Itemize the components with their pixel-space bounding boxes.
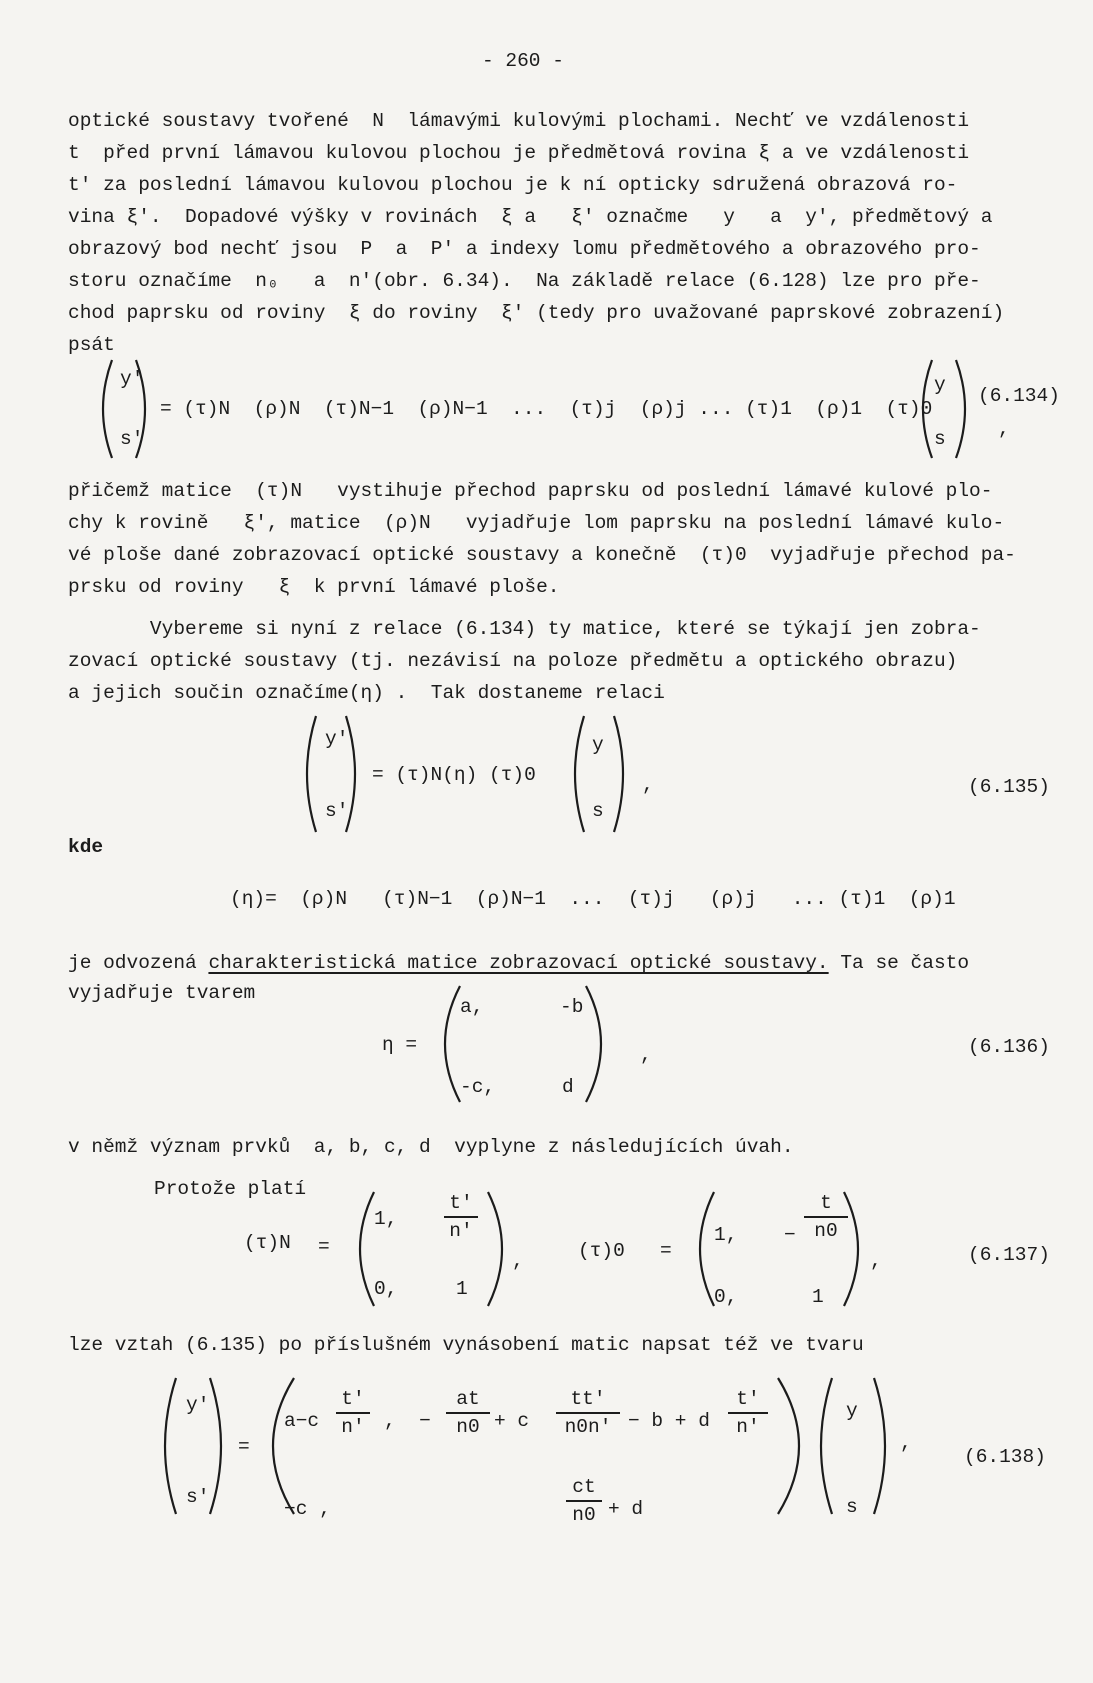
equation-number: (6.137) <box>968 1244 1050 1266</box>
matrix-element: 0, <box>714 1286 738 1308</box>
text-line: psát <box>68 334 115 356</box>
numerator: t′ <box>736 1388 760 1410</box>
denominator: n′ <box>449 1220 473 1242</box>
vector-component: y <box>934 374 946 396</box>
vector-component: s′ <box>186 1486 210 1508</box>
right-paren-icon <box>580 984 610 1104</box>
fraction-bar <box>446 1412 490 1414</box>
equation-number: (6.138) <box>964 1446 1046 1468</box>
equals: = <box>318 1236 330 1258</box>
text-line <box>68 954 969 974</box>
text-line: chod paprsku od roviny ξ do roviny ξ′ (tedy pro uvažované paprskové zobrazení) <box>68 302 1005 324</box>
numerator: t′ <box>341 1388 365 1410</box>
text-line: vina ξ′. Dopadové výšky v rovinách ξ a ξ′ označme y a y′, předmětový a <box>68 206 993 228</box>
minus-sign: − <box>784 1224 796 1246</box>
page-number: - 260 - <box>482 50 564 72</box>
text-line: Vybereme si nyní z relace (6.134) ty matice, které se týkají jen zobra- <box>68 618 981 640</box>
denominator: n0 <box>456 1416 480 1438</box>
numerator: at <box>456 1388 480 1410</box>
text-line: optické soustavy tvořené N lámavými kulovými plochami. Nechť ve vzdálenosti <box>68 110 970 132</box>
matrix-term: , − <box>384 1410 431 1432</box>
fraction <box>444 1192 478 1242</box>
comma: , <box>870 1250 882 1272</box>
matrix-element: 1, <box>374 1208 398 1230</box>
matrix-term: −c , <box>284 1498 331 1520</box>
matrix-element: 1, <box>714 1224 738 1246</box>
numerator: ct <box>572 1476 596 1498</box>
fraction-bar <box>728 1412 768 1414</box>
denominator: n0 <box>814 1220 838 1242</box>
vector-component: s <box>846 1496 858 1518</box>
matrix-element-c: -c, <box>460 1076 496 1098</box>
matrix-term: − b + d <box>628 1410 710 1432</box>
equals: = <box>660 1240 672 1262</box>
comma: , <box>998 418 1010 440</box>
fraction <box>446 1388 490 1438</box>
text-line: t′ za poslední lámavou kulovou plochou je k ní opticky sdružená obrazová ro- <box>68 174 958 196</box>
denominator: n′ <box>341 1416 365 1438</box>
equals: = <box>238 1436 250 1458</box>
right-paren-icon <box>774 1376 814 1516</box>
vector-component: y <box>846 1400 858 1422</box>
kde-label: kde <box>68 836 104 858</box>
matrix-element: 1 <box>812 1286 824 1308</box>
numerator: tt′ <box>570 1388 606 1410</box>
text-line: vyjadřuje tvarem <box>68 982 256 1004</box>
vector-component: s′ <box>325 800 349 822</box>
text-line: zovací optické soustavy (tj. nezávisí na poloze předmětu a optického obrazu) <box>68 650 958 672</box>
right-paren-icon <box>838 1190 868 1308</box>
fraction <box>336 1388 370 1438</box>
matrix-element: 1 <box>456 1278 468 1300</box>
matrix-element-b: -b <box>560 996 584 1018</box>
vector-component: y′ <box>186 1394 210 1416</box>
denominator: n0 <box>572 1504 596 1526</box>
matrix-term: + c <box>494 1410 530 1432</box>
equation-number: (6.136) <box>968 1036 1050 1058</box>
text-line: storu označíme n₀ a n′(obr. 6.34). Na základě relace (6.128) lze pro pře- <box>68 270 981 292</box>
matrix-element-d: d <box>562 1076 574 1098</box>
matrix-element: 0, <box>374 1278 398 1300</box>
equation-number: (6.134) <box>978 385 1060 407</box>
fraction-bar <box>556 1412 620 1414</box>
text-line: prsku od roviny ξ k první lámavé ploše. <box>68 576 560 598</box>
fraction-bar <box>336 1412 370 1414</box>
fraction-bar <box>444 1216 478 1218</box>
equation-number: (6.135) <box>968 776 1050 798</box>
tau-0: (τ)0 <box>578 1240 625 1262</box>
fraction <box>728 1388 768 1438</box>
text-line: t před první lámavou kulovou plochou je předmětová rovina ξ a ve vzdálenosti <box>68 142 970 164</box>
numerator: t <box>820 1192 832 1214</box>
matrix-term: a−c <box>284 1410 320 1432</box>
vector-component: y <box>592 734 604 756</box>
denominator: n′ <box>736 1416 760 1438</box>
right-paren-icon <box>482 1190 512 1308</box>
right-vector-paren-icon <box>814 1376 904 1516</box>
fraction-bar <box>566 1500 602 1502</box>
comma: , <box>642 774 654 796</box>
left-paren-icon <box>258 1376 298 1516</box>
vector-component: s <box>934 428 946 450</box>
text-span: je odvozená <box>68 952 209 974</box>
fraction <box>566 1476 602 1526</box>
text-line: přičemž matice (τ)N vystihuje přechod paprsku od poslední lámavé kulové plo- <box>68 480 993 502</box>
text-line: obrazový bod nechť jsou P a P′ a indexy lomu předmětového a obrazového pro- <box>68 238 981 260</box>
right-paren-icon <box>918 358 978 460</box>
defined-term: charakteristická matice zobrazovací optické soustavy. <box>208 952 829 974</box>
equation-rhs: = (τ)N(η) (τ)0 <box>372 764 536 786</box>
fraction <box>556 1388 620 1438</box>
vector-component: y′ <box>120 368 144 390</box>
matrix-term: + d <box>608 1498 644 1520</box>
text-line: Protože platí <box>154 1178 307 1200</box>
vector-component: y′ <box>325 728 349 750</box>
equation-rhs: = (τ)N (ρ)N (τ)N−1 (ρ)N−1 ... (τ)j (ρ)j ... (τ)1 (ρ)1 (τ)0 <box>160 398 933 420</box>
text-line: a jejich součin označíme(η) . Tak dostaneme relaci <box>68 682 665 704</box>
equation-eta-definition: (η)= (ρ)N (τ)N−1 (ρ)N−1 ... (τ)j (ρ)j ... (τ)1 (ρ)1 <box>230 888 956 910</box>
text-line: chy k rovině ξ′, matice (ρ)N vyjadřuje lom paprsku na poslední lámavé kulo- <box>68 512 1005 534</box>
vector-component: s′ <box>120 428 144 450</box>
tau-n: (τ)N <box>244 1232 291 1254</box>
denominator: n0n′ <box>564 1416 612 1438</box>
text-line: lze vztah (6.135) po příslušném vynásobení matic napsat též ve tvaru <box>68 1334 864 1356</box>
text-line: vé ploše dané zobrazovací optické soustavy a konečně (τ)0 vyjadřuje přechod pa- <box>68 544 1016 566</box>
text-line: v němž význam prvků a, b, c, d vyplyne z následujících úvah. <box>68 1136 794 1158</box>
numerator: t′ <box>449 1192 473 1214</box>
comma: , <box>900 1432 912 1454</box>
text-span: Ta se často <box>828 952 970 974</box>
equation-lhs: η = <box>382 1034 418 1056</box>
vector-component: s <box>592 800 604 822</box>
comma: , <box>512 1250 524 1272</box>
matrix-element-a: a, <box>460 996 484 1018</box>
comma: , <box>640 1044 652 1066</box>
